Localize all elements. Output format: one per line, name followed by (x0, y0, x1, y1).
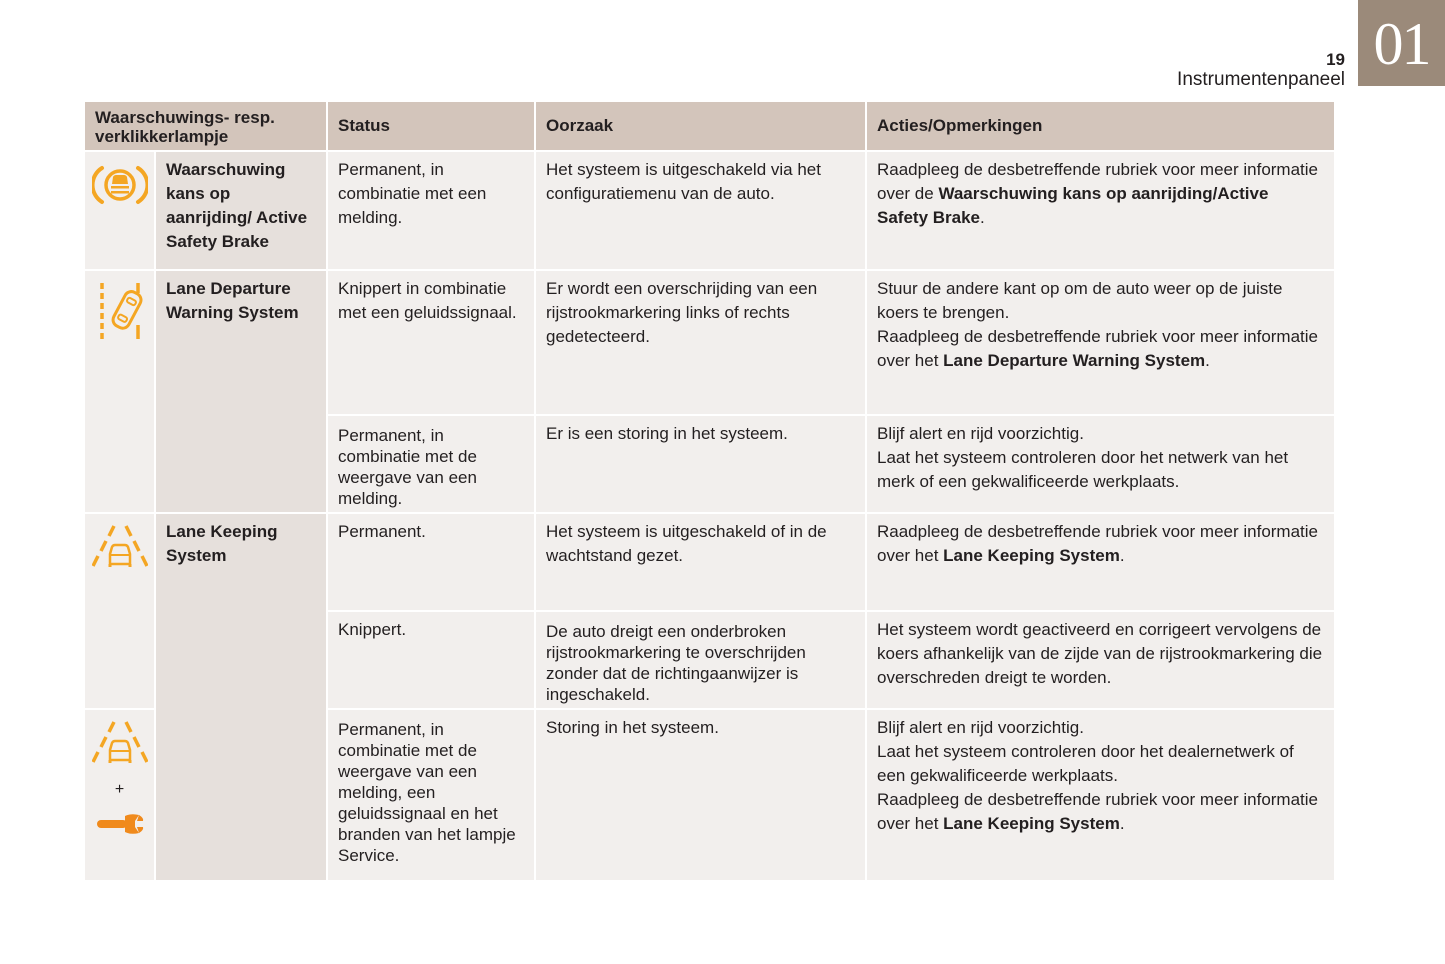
service-wrench-icon (95, 813, 145, 840)
actions-text: . (1205, 351, 1210, 370)
actions-text: Laat het systeem controleren door het netwerk van het merk of een gekwalificeerde werkplaats. (877, 448, 1289, 491)
warning-lamps-table (85, 102, 1334, 880)
cause-cell: Er is een storing in het systeem. (536, 416, 865, 512)
status-cell: Permanent, in combinatie met een melding. (328, 152, 534, 269)
header-status: Status (328, 102, 534, 150)
status-cell: Permanent. (328, 514, 534, 610)
cause-cell: Het systeem is uitgeschakeld via het configuratiemenu van de auto. (536, 152, 865, 269)
cause-cell: Het systeem is uitgeschakeld of in de wachtstand gezet. (536, 514, 865, 610)
section-title: Instrumentenpaneel (1177, 69, 1345, 90)
lamp-name: Waarschuwing kans op aanrijding/ Active Safety Brake (156, 152, 326, 269)
actions-text: Raadpleeg de desbetreffende rubriek voor meer informatie over het (877, 522, 1319, 565)
cause-cell: Storing in het systeem. (536, 710, 865, 880)
actions-cell (867, 710, 1334, 880)
header-cause: Oorzaak (536, 102, 865, 150)
actions-cell (867, 152, 1334, 269)
actions-text: Blijf alert en rijd voorzichtig. (877, 718, 1084, 737)
actions-text: Laat het systeem controleren door het dealernetwerk of een gekwalificeerde werkplaats. (877, 742, 1294, 785)
actions-cell: Het systeem wordt geactiveerd en corrigeert vervolgens de koers afhankelijk van de zijde van de rijstrookmarkering die overschreden dreigt te worden. (867, 612, 1334, 708)
icon-cell (85, 152, 154, 269)
lane-keeping-icon (92, 720, 148, 771)
actions-reference: Lane Keeping System (943, 546, 1120, 565)
actions-text: . (1119, 546, 1125, 565)
status-cell: Knippert. (328, 612, 534, 708)
actions-cell (867, 271, 1334, 414)
status-cell: Permanent, in combinatie met de weergave van een melding, een geluidssignaal en het branden van het lampje Service. (328, 710, 534, 880)
icon-cell (85, 710, 154, 880)
actions-text: . (980, 208, 985, 227)
actions-reference: Waarschuwing kans op aanrijding/Active Safety Brake (877, 184, 1269, 227)
actions-text: Raadpleeg de desbetreffende rubriek voor meer informatie over de (877, 160, 1319, 203)
icon-cell (85, 271, 154, 512)
actions-text: Blijf alert en rijd voorzichtig. (877, 424, 1084, 443)
lamp-name: Lane Keeping System (156, 514, 326, 880)
collision-warning-icon (92, 162, 148, 213)
header-lamp: Waarschuwings- resp. verklikkerlampje (85, 102, 326, 150)
plus-sign: + (114, 781, 125, 798)
actions-text: Raadpleeg de desbetreffende rubriek voor meer informatie over het (877, 327, 1319, 370)
actions-text: . (1119, 814, 1125, 833)
status-cell: Permanent, in combinatie met de weergave van een melding. (328, 416, 534, 512)
chapter-tab: 01 (1358, 0, 1445, 86)
lane-departure-icon (95, 281, 145, 346)
actions-reference: Lane Keeping System (943, 814, 1120, 833)
actions-text: Raadpleeg de desbetreffende rubriek voor meer informatie over het (877, 790, 1319, 833)
lane-keeping-icon (92, 524, 148, 575)
actions-cell (867, 416, 1334, 512)
actions-text: Stuur de andere kant op om de auto weer op de juiste koers te brengen. (877, 279, 1283, 322)
page-number: 19 (1326, 50, 1345, 69)
header-actions: Acties/Opmerkingen (867, 102, 1334, 150)
cause-cell: Er wordt een overschrijding van een rijstrookmarkering links of rechts gedetecteerd. (536, 271, 865, 414)
actions-cell (867, 514, 1334, 610)
actions-reference: Lane Departure Warning System (943, 351, 1206, 370)
status-cell: Knippert in combinatie met een geluidssignaal. (328, 271, 534, 414)
cause-cell: De auto dreigt een onderbroken rijstrookmarkering te overschrijden zonder dat de richtingaanwijzer is ingeschakeld. (536, 612, 865, 708)
icon-cell (85, 514, 154, 708)
lamp-name: Lane Departure Warning System (156, 271, 326, 512)
